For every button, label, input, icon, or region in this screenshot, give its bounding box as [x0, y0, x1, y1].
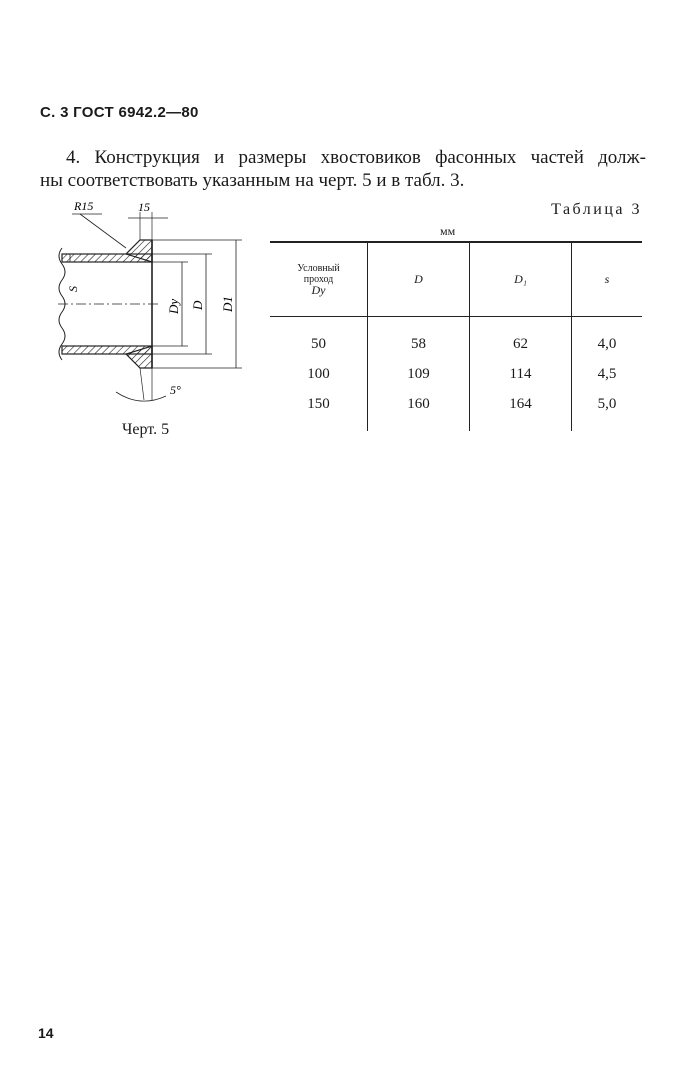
label-dy: Dу	[166, 298, 181, 314]
header-d1: D₁	[470, 242, 572, 317]
label-r15: R15	[74, 199, 94, 213]
cell-d1: 114	[470, 359, 572, 389]
cell-s: 5,0	[572, 389, 643, 431]
cell-s: 4,0	[572, 317, 643, 360]
dimensions-table	[270, 241, 642, 431]
paragraph-line-2: ны соответствовать указанным на черт. 5 и в табл. 3.	[40, 170, 465, 191]
header-d: D	[368, 242, 470, 317]
cell-d1: 164	[470, 389, 572, 431]
label-angle: 5°	[170, 383, 181, 397]
label-d1: D1	[220, 296, 235, 312]
table-header-row	[270, 242, 642, 317]
table-row	[270, 317, 642, 360]
cell-dn: 150	[307, 395, 330, 412]
label-d: D	[190, 300, 205, 310]
table-row	[270, 359, 642, 389]
cell-dn: 100	[307, 365, 330, 382]
technical-drawing	[40, 196, 262, 412]
angle-arc	[116, 392, 166, 401]
table-title: Таблица 3	[551, 201, 642, 218]
header-s: s	[572, 242, 643, 317]
label-s: S	[66, 286, 80, 292]
table-row	[270, 389, 642, 431]
paragraph-line-1: 4. Конструкция и размеры хвостовиков фасонных частей долж-	[66, 147, 646, 168]
label-15: 15	[138, 200, 150, 214]
figure-caption: Черт. 5	[122, 421, 170, 438]
cell-dn: 50	[311, 335, 326, 352]
cell-d: 160	[368, 389, 470, 431]
header-nominal-bore: Условный проход Dу	[297, 263, 340, 297]
page-header: С. 3 ГОСТ 6942.2—80	[40, 104, 199, 121]
cell-d1: 62	[470, 317, 572, 360]
cell-d: 109	[368, 359, 470, 389]
table-unit: мм	[440, 224, 456, 238]
page-number: 14	[38, 1025, 54, 1041]
cell-d: 58	[368, 317, 470, 360]
body-paragraph	[40, 146, 646, 192]
cell-s: 4,5	[572, 359, 643, 389]
